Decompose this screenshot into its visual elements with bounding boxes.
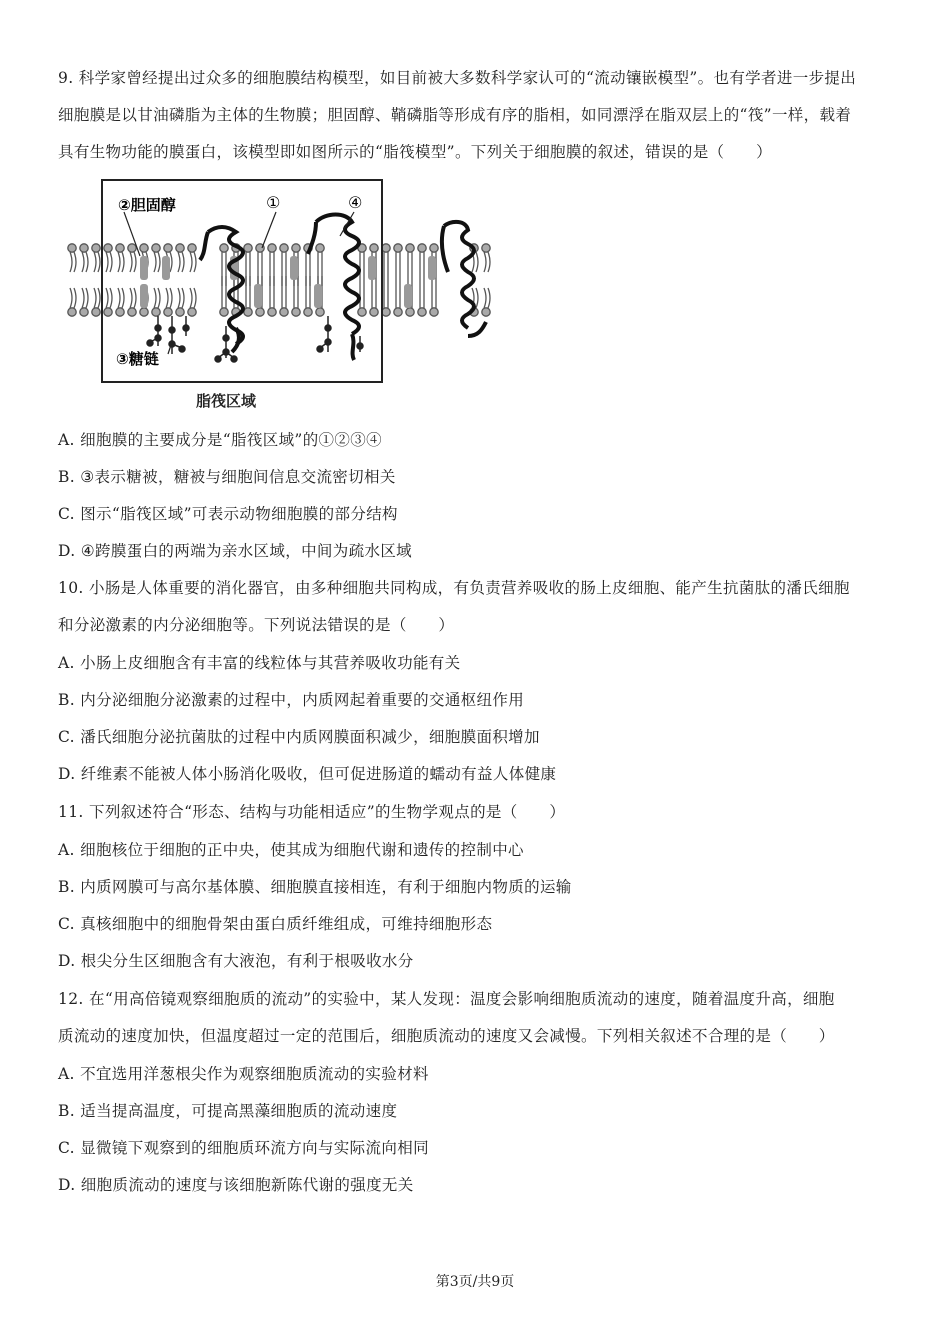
figure-caption: 脂筏区域 xyxy=(196,392,257,410)
label-sugar-chain: ③糖链 xyxy=(116,350,159,368)
q9-option-a: A. 细胞膜的主要成分是“脂筏区域”的①②③④ xyxy=(58,431,382,449)
q12-stem-line-2: 质流动的速度加快，但温度超过一定的范围后，细胞质流动的速度又会减慢。下列相关叙述不合理的是（ ） xyxy=(58,1027,835,1045)
q12-option-a: A. 不宜选用洋葱根尖作为观察细胞质流动的实验材料 xyxy=(58,1065,429,1083)
q11-option-a: A. 细胞核位于细胞的正中央，使其成为细胞代谢和遗传的控制中心 xyxy=(58,841,524,859)
q11-option-b: B. 内质网膜可与高尔基体膜、细胞膜直接相连，有利于细胞内物质的运输 xyxy=(58,878,572,896)
q10-option-d: D. 纤维素不能被人体小肠消化吸收，但可促进肠道的蠕动有益人体健康 xyxy=(58,765,557,783)
q10-option-b: B. 内分泌细胞分泌激素的过程中，内质网起着重要的交通枢纽作用 xyxy=(58,691,525,709)
sugar-chains xyxy=(147,316,363,362)
q12-option-d: D. 细胞质流动的速度与该细胞新陈代谢的强度无关 xyxy=(58,1176,414,1194)
q10-option-c: C. 潘氏细胞分泌抗菌肽的过程中内质网膜面积减少，细胞膜面积增加 xyxy=(58,728,540,746)
q9-stem-line-1: 9. 科学家曾经提出过众多的细胞膜结构模型，如目前被大多数科学家认可的“流动镶嵌模型”。也有学者进一步提出 xyxy=(58,69,857,87)
q9-option-c: C. 图示“脂筏区域”可表示动物细胞膜的部分结构 xyxy=(58,505,398,523)
q11-option-c: C. 真核细胞中的细胞骨架由蛋白质纤维组成，可维持细胞形态 xyxy=(58,915,493,933)
label-cholesterol: ②胆固醇 xyxy=(118,196,176,214)
protein-outside-raft xyxy=(442,222,486,336)
label-4: ④ xyxy=(348,193,363,212)
label-1: ① xyxy=(266,193,281,212)
q12-stem-line-1: 12. 在“用高倍镜观察细胞质的流动”的实验中，某人发现：温度会影响细胞质流动的速度，随着温度升高，细胞 xyxy=(58,990,835,1008)
q9-option-b: B. ③表示糖被，糖被与细胞间信息交流密切相关 xyxy=(58,468,396,486)
lipid-raft-figure xyxy=(58,176,518,416)
lipid-bilayer xyxy=(68,244,490,316)
q10-stem-line-1: 10. 小肠是人体重要的消化器官，由多种细胞共同构成，有负责营养吸收的肠上皮细胞、能产生抗菌肽的潘氏细胞 xyxy=(58,579,850,597)
q11-stem: 11. 下列叙述符合“形态、结构与功能相适应”的生物学观点的是（ ） xyxy=(58,803,566,821)
page-footer: 第3页/共9页 xyxy=(435,1274,515,1290)
q9-stem-line-2: 细胞膜是以甘油磷脂为主体的生物膜；胆固醇、鞘磷脂等形成有序的脂相，如同漂浮在脂双层上的“筏”一样，载着 xyxy=(58,106,852,124)
q12-option-c: C. 显微镜下观察到的细胞质环流方向与实际流向相同 xyxy=(58,1139,429,1157)
q10-option-a: A. 小肠上皮细胞含有丰富的线粒体与其营养吸收功能有关 xyxy=(58,654,461,672)
q12-option-b: B. 适当提高温度，可提高黑藻细胞质的流动速度 xyxy=(58,1102,398,1120)
q9-stem-line-3: 具有生物功能的膜蛋白，该模型即如图所示的“脂筏模型”。下列关于细胞膜的叙述，错误的是（ ） xyxy=(58,143,772,161)
q9-option-d: D. ④跨膜蛋白的两端为亲水区域，中间为疏水区域 xyxy=(58,542,413,560)
membrane-diagram xyxy=(58,176,518,416)
q11-option-d: D. 根尖分生区细胞含有大液泡，有利于根吸收水分 xyxy=(58,952,414,970)
q10-stem-line-2: 和分泌激素的内分泌细胞等。下列说法错误的是（ ） xyxy=(58,616,455,634)
